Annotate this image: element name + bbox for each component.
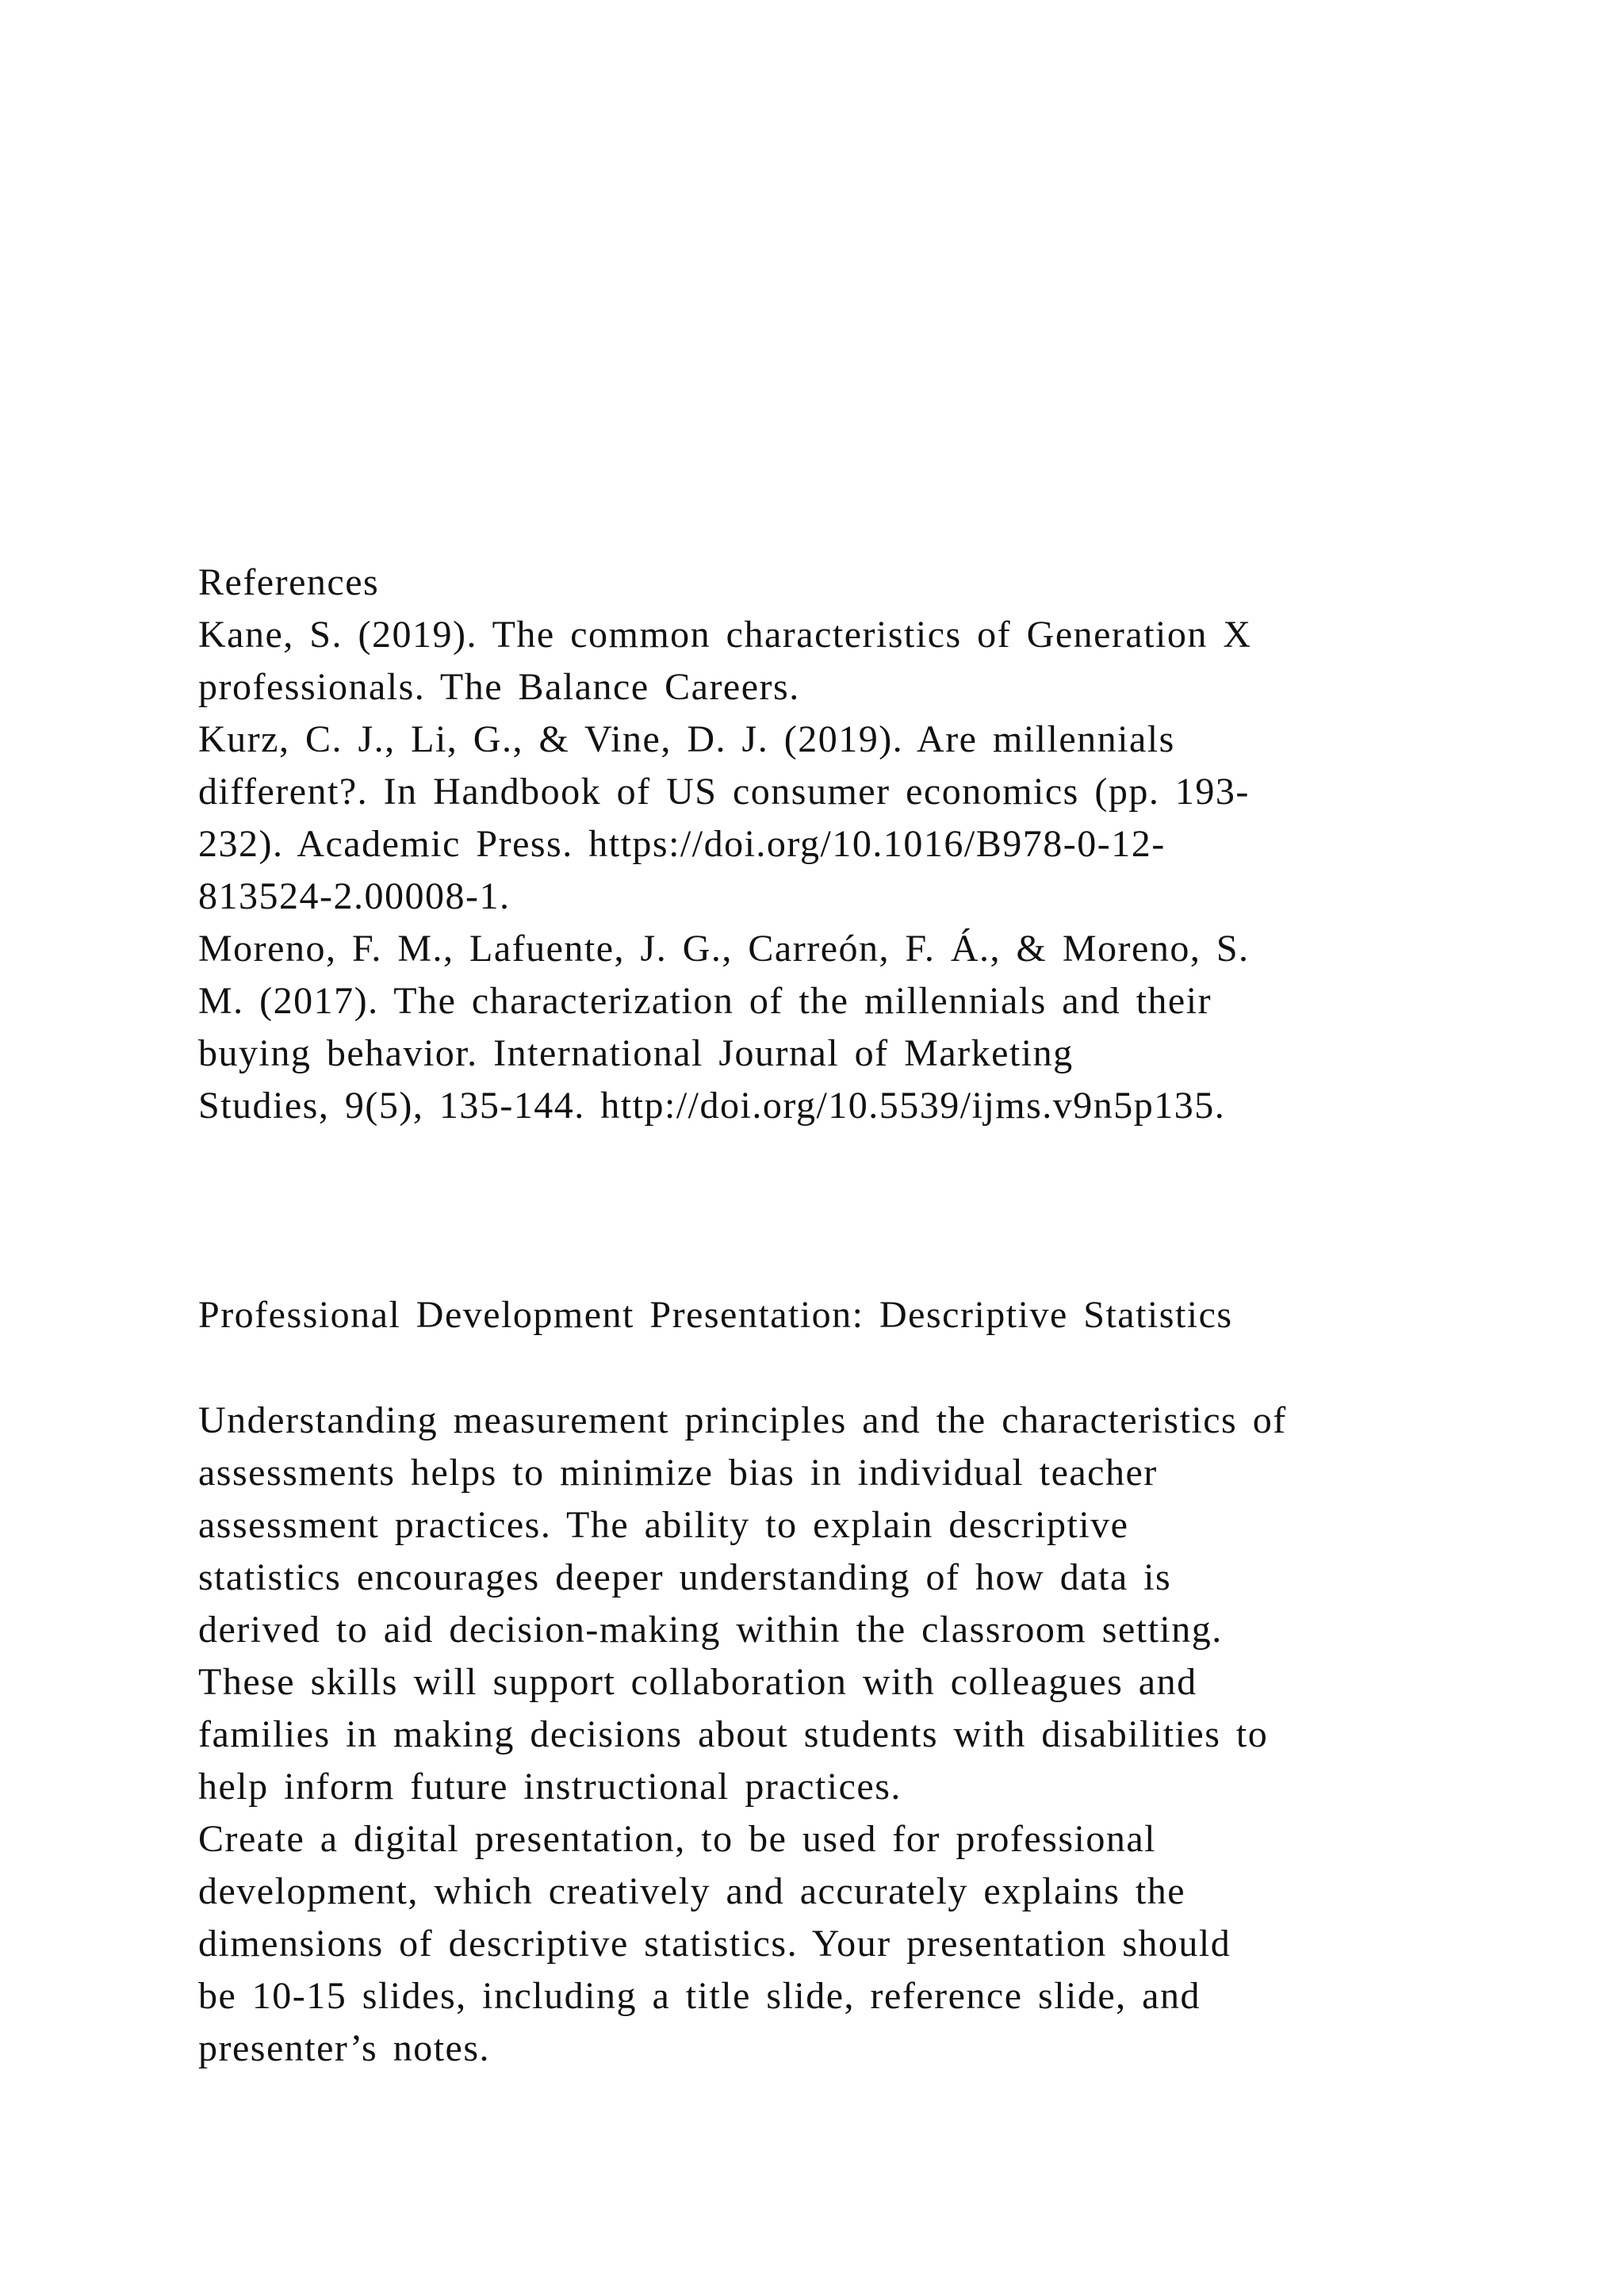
assignment-title-block <box>198 1289 1546 1341</box>
reference-line: buying behavior. International Journal of Marketing <box>198 1032 1074 1074</box>
body-line: presenter’s notes. <box>198 2027 491 2069</box>
body-line: families in making decisions about students with disabilities to <box>198 1713 1269 1755</box>
reference-line: Kane, S. (2019). The common characteristics of Generation X <box>198 614 1252 656</box>
body-line: Create a digital presentation, to be used for professional <box>198 1818 1156 1860</box>
body-line: assessments helps to minimize bias in individual teacher <box>198 1452 1158 1494</box>
body-line: be 10-15 slides, including a title slide, reference slide, and <box>198 1975 1201 2017</box>
body-line: Understanding measurement principles and the characteristics of <box>198 1399 1287 1441</box>
references-section <box>198 557 1546 1132</box>
reference-line: different?. In Handbook of US consumer economics (pp. 193- <box>198 771 1250 813</box>
body-line: development, which creatively and accurately explains the <box>198 1870 1186 1912</box>
reference-line: 813524-2.00008-1. <box>198 875 511 917</box>
reference-line: M. (2017). The characterization of the millennials and their <box>198 980 1212 1022</box>
body-line: These skills will support collaboration with colleagues and <box>198 1661 1197 1703</box>
body-line: derived to aid decision-making within the classroom setting. <box>198 1609 1223 1651</box>
references-heading: References <box>198 561 380 603</box>
reference-line: Studies, 9(5), 135-144. http://doi.org/10.5539/ijms.v9n5p135. <box>198 1085 1226 1127</box>
reference-line: Kurz, C. J., Li, G., & Vine, D. J. (2019). Are millennials <box>198 718 1175 760</box>
body-line: assessment practices. The ability to explain descriptive <box>198 1504 1129 1546</box>
assignment-body <box>198 1395 1546 2075</box>
assignment-title: Professional Development Presentation: Descriptive Statistics <box>198 1294 1233 1336</box>
body-line: statistics encourages deeper understanding of how data is <box>198 1556 1172 1598</box>
reference-line: Moreno, F. M., Lafuente, J. G., Carreón, F. Á., & Moreno, S. <box>198 928 1250 970</box>
body-line: dimensions of descriptive statistics. Your presentation should <box>198 1923 1231 1965</box>
reference-line: professionals. The Balance Careers. <box>198 666 800 708</box>
body-line: help inform future instructional practices. <box>198 1766 902 1808</box>
reference-line: 232). Academic Press. https://doi.org/10.1016/B978-0-12- <box>198 823 1166 865</box>
